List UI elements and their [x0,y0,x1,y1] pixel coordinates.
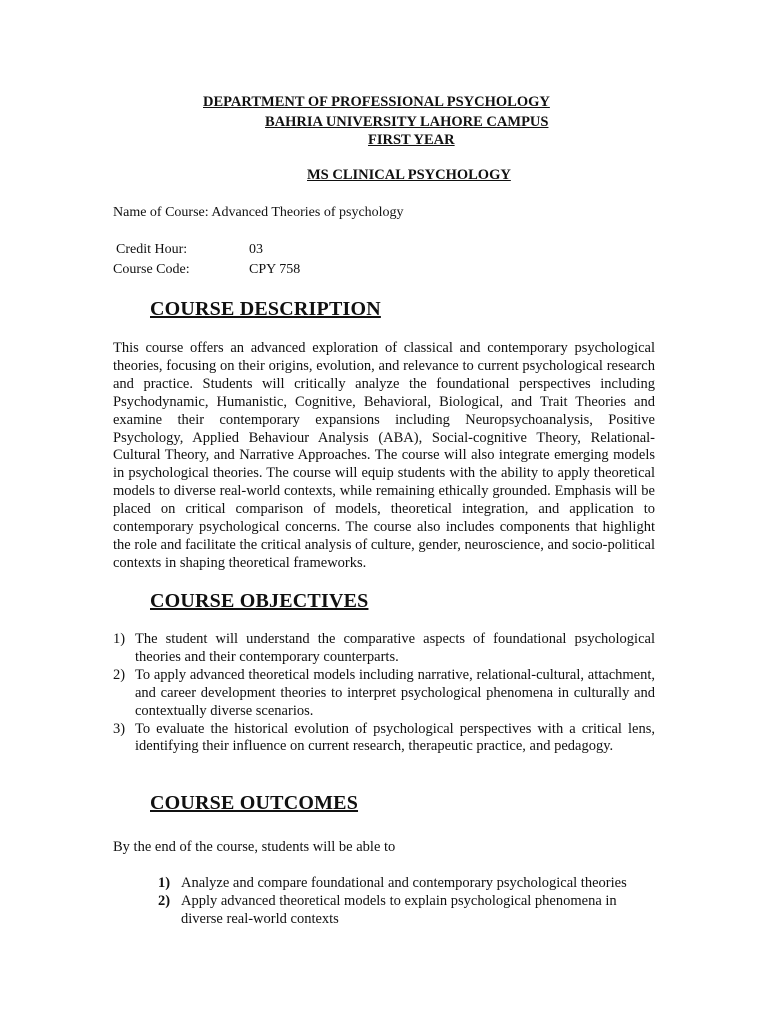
objectives-list [113,631,655,756]
objective-item [113,631,655,667]
objective-item [113,721,655,757]
course-outcomes-heading: COURSE OUTCOMES [150,792,359,814]
course-description-heading: COURSE DESCRIPTION [150,298,381,320]
outcome-number: 2) [158,892,171,909]
objective-number: 2) [113,666,126,683]
program-title: MS CLINICAL PSYCHOLOGY [307,167,511,183]
course-objectives-heading: COURSE OBJECTIVES [150,590,369,612]
objective-text: The student will understand the comparative aspects of foundational psychological theories and their contemporary counterparts. [135,631,655,665]
outcome-text: Apply advanced theoretical models to explain psychological phenomena in diverse real-world contexts [181,892,617,927]
course-code-value: CPY 758 [249,262,301,277]
course-code-label: Course Code: [113,262,190,277]
credit-hour-value: 03 [249,242,263,257]
objective-text: To evaluate the historical evolution of psychological perspectives with a critical lens, identifying their influence on current research, therapeutic practice, and pedagogy. [135,720,655,755]
course-description-text: This course offers an advanced exploration of classical and contemporary psychological theories, focusing on their origins, evolution, and relevance to current psychological research and practice. Students will critically analyze the foundational perspectives including Psychodynamic, Humanistic, Cognitive, Behavioral, Biological, and Trait Theories and examine their contemporary expansions including Neuropsychoanalysis, Positive Psychology, Applied Behaviour Analysis (ABA), Social-cognitive Theory, Relational-Cultural Theory, and Narrative Approaches. The course will also integrate emerging models in psychological theories. The course will equip students with the ability to apply theoretical models to diverse real-world contexts, while remaining ethically grounded. Emphasis will be placed on critical comparison of models, theoretical integration, and application to contemporary psychological concerns. The course also includes components that highlight the role and facilitate the critical analysis of culture, gender, neuroscience, and socio-political contexts in shaping theoretical frameworks. [113,340,655,571]
outcome-item [158,893,658,929]
outcome-item [158,875,658,893]
objective-number: 1) [113,631,126,647]
objective-number: 3) [113,720,126,737]
objective-item [113,667,655,721]
objective-text: To apply advanced theoretical models including narrative, relational-cultural, attachment, and career development theories to interpret psychological phenomena in culturally and contextually diverse scenarios. [135,666,655,719]
university-title: BAHRIA UNIVERSITY LAHORE CAMPUS [265,114,549,130]
year-title: FIRST YEAR [368,132,455,148]
outcomes-intro: By the end of the course, students will be able to [113,839,396,855]
course-name: Name of Course: Advanced Theories of psychology [113,205,404,220]
credit-hour-label: Credit Hour: [116,242,188,257]
outcomes-list [158,875,658,929]
department-title: DEPARTMENT OF PROFESSIONAL PSYCHOLOGY [203,94,550,110]
outcome-number: 1) [158,875,171,891]
outcome-text: Analyze and compare foundational and contemporary psychological theories [181,875,627,891]
